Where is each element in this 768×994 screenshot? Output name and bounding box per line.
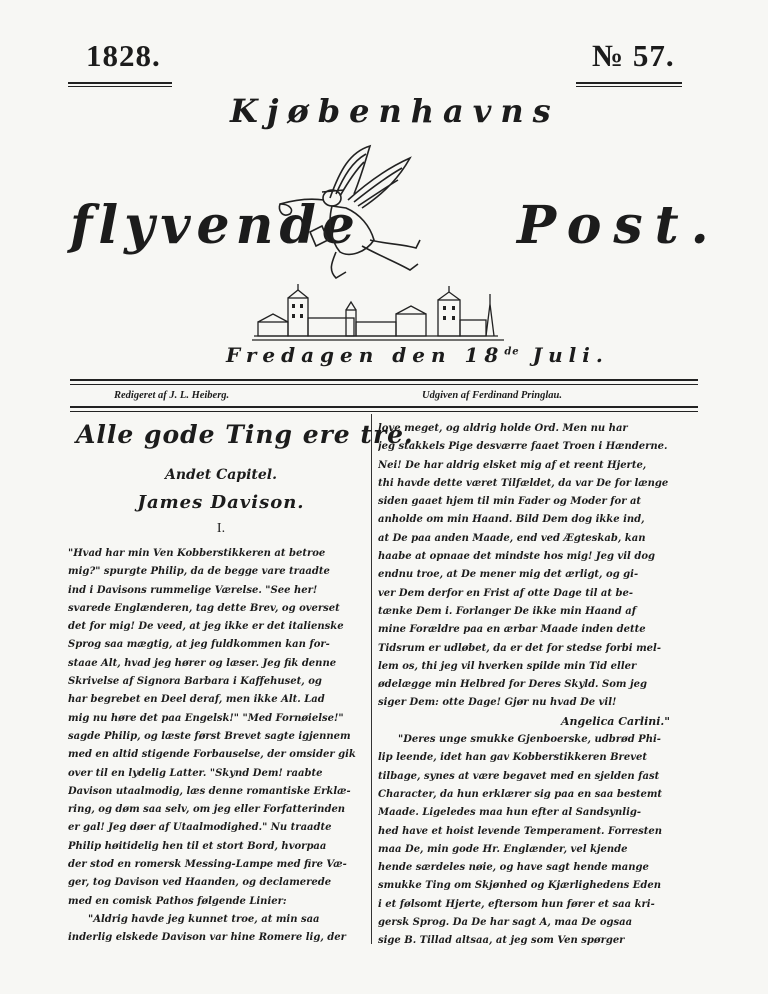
text-line: Skrivelse af Signora Barbara i Kaffehuset, og — [68, 676, 322, 688]
masthead-word-flyvende: flyvende — [70, 195, 361, 256]
text-line: med en comisk Pathos følgende Linier: — [68, 895, 287, 907]
dateline-ordinal: de — [504, 346, 520, 358]
text-line: hende særdeles nøie, og have sagt hende mange — [378, 862, 649, 874]
year-underline — [68, 82, 172, 87]
text-line: smukke Ting om Skjønhed og Kjærlighedens Eden — [378, 880, 661, 892]
text-line: der stod en romersk Messing-Lampe med fire Væ- — [68, 859, 347, 871]
text-line: "Hvad har min Ven Kobberstikkeren at betroe — [68, 548, 326, 559]
text-line: siden gaaet hjem til min Fader og Moder for at — [378, 496, 642, 508]
text-line: sagde Philip, og læste først Brevet sagte igjennem — [68, 730, 351, 742]
column-left — [68, 545, 366, 948]
chapter-subtitle: James Davison. — [137, 492, 305, 513]
flying-post-angel-illustration-icon — [270, 140, 440, 290]
text-line: ger, tog Davison ved Haanden, og declamerede — [68, 877, 332, 889]
top-rule-thin — [70, 384, 698, 385]
text-line: "Deres unge smukke Gjenboerske, udbrød Phi- — [398, 734, 661, 746]
text-line: inderlig elskede Davison var hine Romere lig, der — [68, 932, 346, 944]
chapter-heading: Andet Capitel. — [165, 467, 277, 483]
letter-signature: Angelica Carlini." — [560, 714, 670, 728]
top-rule — [70, 379, 698, 381]
text-line: med en altid stigende Forbauselse, der omsider gik — [68, 749, 356, 761]
text-line: siger Dem: otte Dage! Gjør nu hvad De vil! — [378, 697, 617, 709]
text-line: jeg stakkels Pige desværre faaet Troen i Hænderne. — [378, 441, 668, 453]
text-line: ind i Davisons rummelige Værelse. "See her! — [68, 584, 318, 596]
copenhagen-skyline-illustration-icon — [248, 284, 508, 344]
text-line: Davison utaalmodig, læs denne romantiske Erklæ- — [68, 785, 351, 797]
column-divider — [371, 414, 372, 944]
text-line: i et følsomt Hjerte, eftersom hun fører et saa kri- — [378, 898, 655, 910]
text-line: lip leende, idet han gav Kobberstikkeren Brevet — [378, 752, 647, 764]
text-line: Maade. Ligeledes maa hun efter al Sandsynlig- — [378, 807, 642, 819]
section-number: I. — [216, 521, 226, 536]
masthead-line1: Kjøbenhavns — [230, 92, 560, 130]
masthead-word-post: Post. — [517, 195, 721, 256]
text-line: sige B. Tillad altsaa, at jeg som Ven spørger — [378, 935, 625, 947]
dateline — [226, 343, 609, 367]
text-line: mine Forældre paa en ærbar Maade inden dette — [378, 624, 646, 636]
publisher-credit: Udgiven af Ferdinand Pringlau. — [422, 390, 563, 401]
text-line: hed have et hoist levende Temperament. Forresten — [378, 825, 663, 837]
dateline-text: Fredagen den 18 — [226, 343, 505, 367]
text-line: "Aldrig havde jeg kunnet troe, at min saa — [88, 913, 320, 925]
number-underline — [576, 82, 682, 87]
text-line: thi havde dette været Tilfældet, da var De for længe — [378, 477, 669, 489]
text-line: maa De, min gode Hr. Englænder, vel kjende — [378, 843, 628, 855]
dateline-month: Juli. — [532, 343, 609, 367]
text-line: svarede Englænderen, tag dette Brev, og overset — [68, 602, 340, 614]
text-line: at De paa anden Maade, end ved Ægteskab, kan — [378, 532, 646, 544]
text-line: Tidsrum er udløbet, da er det for stedse forbi mel- — [378, 642, 661, 654]
text-line: endnu troe, at De mener mig det ærligt, og gi- — [378, 569, 639, 581]
text-line: tænke Dem i. Forlanger De ikke min Haand af — [378, 605, 637, 617]
bottom-rule — [70, 406, 698, 408]
text-line: er gal! Jeg døer af Utaalmodighed." Nu traadte — [68, 822, 332, 834]
text-line: haabe at opnaae det mindste hos mig! Jeg vil dog — [378, 551, 655, 563]
text-line: lem os, thi jeg vil hverken spilde min Tid eller — [378, 660, 637, 672]
text-line: det for mig! De veed, at jeg ikke er det italienske — [68, 621, 344, 633]
text-line: gersk Sprog. Da De har sagt A, maa De ogsaa — [378, 917, 633, 929]
text-line: Philip høitidelig hen til et stort Bord, hvorpaa — [68, 840, 327, 852]
text-line: Nei! De har aldrig elsket mig af et reent Hjerte, — [378, 459, 647, 471]
article-title: Alle gode Ting ere tre. — [76, 420, 414, 449]
text-line: staae Alt, hvad jeg hører og læser. Jeg fik denne — [68, 657, 337, 669]
text-line: tilbage, synes at være begavet med en sjelden fast — [378, 770, 660, 782]
bottom-rule-thin — [70, 411, 698, 412]
text-line: ødelægge min Helbred for Deres Skyld. Som jeg — [378, 679, 647, 691]
issue-year: 1828. — [86, 38, 161, 73]
editor-credit: Redigeret af J. L. Heiberg. — [114, 390, 230, 401]
text-line: ring, og døm saa selv, om jeg eller Forfatterinden — [68, 804, 346, 816]
text-line: love meget, og aldrig holde Ord. Men nu har — [378, 423, 628, 434]
text-line: har begrebet en Deel deraf, men ikke Alt. Lad — [68, 694, 325, 706]
issue-number: № 57. — [592, 38, 675, 73]
text-line: over til en lydelig Latter. "Skynd Dem! raabte — [68, 767, 323, 779]
text-line: ver Dem derfor en Frist af otte Dage til at be- — [378, 587, 633, 599]
text-line: mig?" spurgte Philip, da de begge vare traadte — [68, 566, 330, 578]
column-right — [378, 420, 684, 951]
text-line: mig nu høre det paa Engelsk!" "Med Fornøielse!" — [68, 712, 344, 724]
text-line: anholde om min Haand. Bild Dem dog ikke ind, — [378, 514, 645, 526]
text-line: Character, da hun erklærer sig paa en saa bestemt — [378, 788, 663, 800]
text-line: Sprog saa mægtig, at jeg fuldkommen kan for- — [68, 639, 330, 651]
